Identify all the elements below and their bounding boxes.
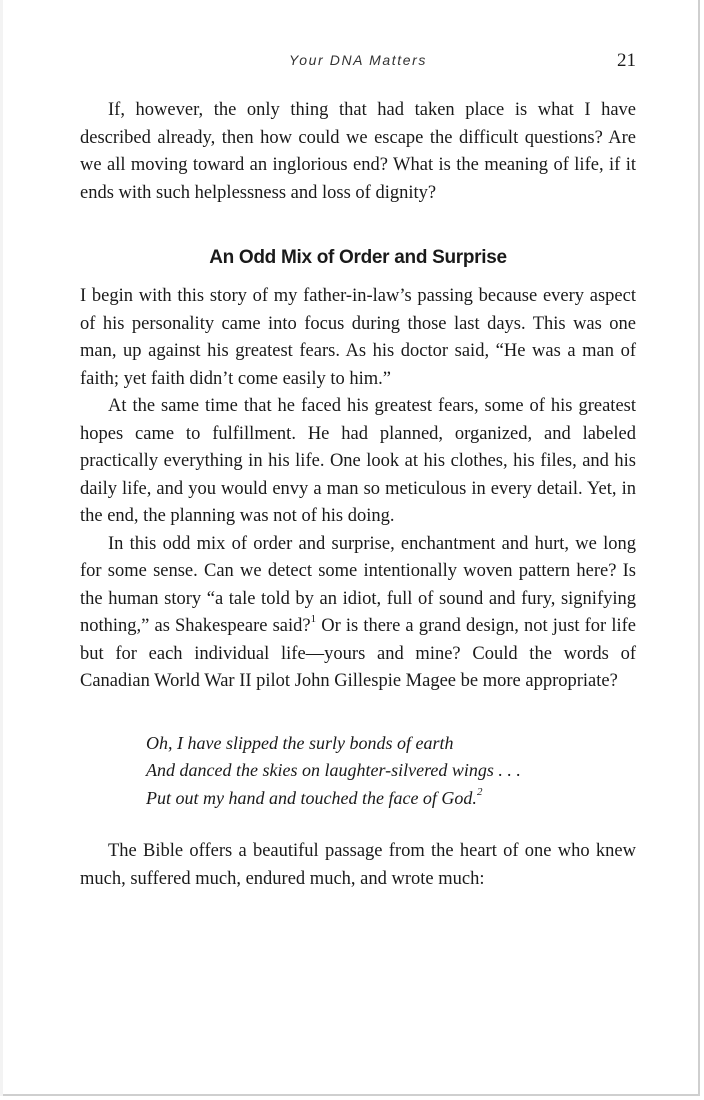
running-title: Your DNA Matters <box>289 52 427 68</box>
poem-quote <box>146 730 636 813</box>
page-number: 21 <box>617 50 636 71</box>
section-heading: An Odd Mix of Order and Surprise <box>209 247 507 268</box>
poem-line-1: Oh, I have slipped the surly bonds of earth <box>146 732 454 753</box>
paragraph-5: The Bible offers a beautiful passage from the heart of one who knew much, suffered much, endured much, and wrote much: <box>80 841 636 889</box>
page-body <box>80 97 636 893</box>
page-edge <box>0 0 3 1096</box>
footnote-ref-1: 1 <box>310 612 317 625</box>
poem-line-3-wrap <box>146 785 636 813</box>
paragraph-4 <box>80 531 636 696</box>
paragraph-3: At the same time that he faced his greatest fears, some of his greatest hopes came to fulfillment. He had planned, organized, and labeled practically everything in his life. One look at his clothes, his files, and his daily life, and you would envy a man so meticulous in every detail. Yet, in the end, the planning was not of his doing. <box>80 396 636 526</box>
poem-line-2: And danced the skies on laughter-silvered wings . . . <box>146 760 521 780</box>
paragraph-1: If, however, the only thing that had taken place is what I have described already, then how could we escape the difficult questions? Are we all moving toward an inglorious end? What is the meaning of life, if it ends with such helplessness and loss of dignity? <box>80 100 636 203</box>
paragraph-2: I begin with this story of my father-in-law’s passing because every aspect of his personality came into focus during those last days. This was one man, up against his greatest fears. As his doctor said, “He was a man of faith; yet faith didn’t come easily to him.” <box>80 286 636 389</box>
page-header <box>80 50 636 76</box>
paragraph-4-text-b: Or is there a grand design, not just for life but for each individual life—yours and mine? Could the words of Canadian World War II pilot John Gillespie Magee be more appropriate? <box>80 616 636 691</box>
footnote-ref-2: 2 <box>476 785 483 798</box>
poem-line-3: Put out my hand and touched the face of God. <box>146 787 477 808</box>
paragraph-4-text-a: In this odd mix of order and surprise, enchantment and hurt, we long for some sense. Can we detect some intentionally woven pattern here? Is the human story “a tale told by an idiot, full of sound and fury, signifying nothing,” as Shakespeare said? <box>80 533 636 636</box>
